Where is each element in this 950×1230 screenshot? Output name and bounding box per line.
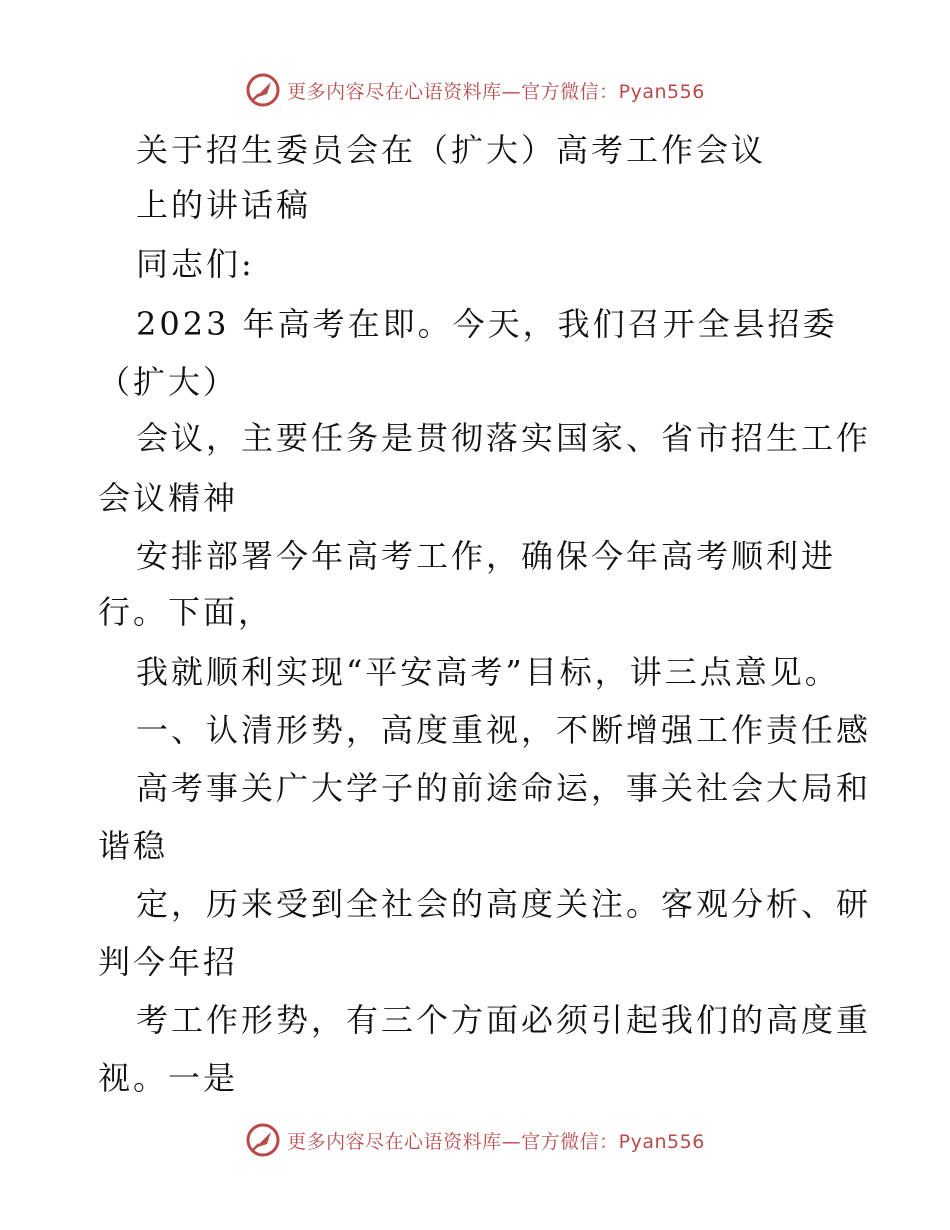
feather-logo-icon	[245, 1122, 281, 1158]
paragraph-line: 会议精神	[98, 479, 239, 517]
section-heading-line: 一、认清形势，高度重视，不断增强工作责任感	[136, 711, 872, 749]
paragraph-line: 判今年招	[98, 943, 239, 981]
paragraph-line: 考工作形势，有三个方面必须引起我们的高度重	[136, 1001, 872, 1039]
watermark-bottom	[0, 1120, 950, 1160]
watermark-text: 更多内容尽在心语资料库—官方微信：Pyan556	[287, 80, 705, 103]
paragraph-line: 高考事关广大学子的前途命运，事关社会大局和	[136, 769, 872, 807]
paragraph-line: 安排部署今年高考工作，确保今年高考顺利进	[136, 537, 837, 575]
paragraph-line: 会议，主要任务是贯彻落实国家、省市招生工作	[136, 419, 872, 457]
paragraph-line: （扩大）	[98, 363, 239, 401]
feather-logo-icon	[245, 72, 281, 108]
paragraph-line: 视。一是	[98, 1059, 239, 1097]
paragraph-line: 2023 年高考在即。今天，我们召开全县招委	[136, 305, 838, 343]
title-line-1: 关于招生委员会在（扩大）高考工作会议	[136, 131, 767, 169]
paragraph-line: 行。下面，	[98, 593, 274, 631]
title-line-2: 上的讲话稿	[136, 186, 312, 224]
watermark-top	[0, 70, 950, 110]
paragraph-line: 谐稳	[98, 827, 169, 865]
paragraph-line: 定，历来受到全社会的高度关注。客观分析、研	[136, 885, 872, 923]
watermark-text: 更多内容尽在心语资料库—官方微信：Pyan556	[287, 1130, 705, 1153]
paragraph-line: 我就顺利实现“平安高考”目标，讲三点意见。	[136, 653, 840, 691]
greeting-line: 同志们:	[136, 245, 255, 283]
